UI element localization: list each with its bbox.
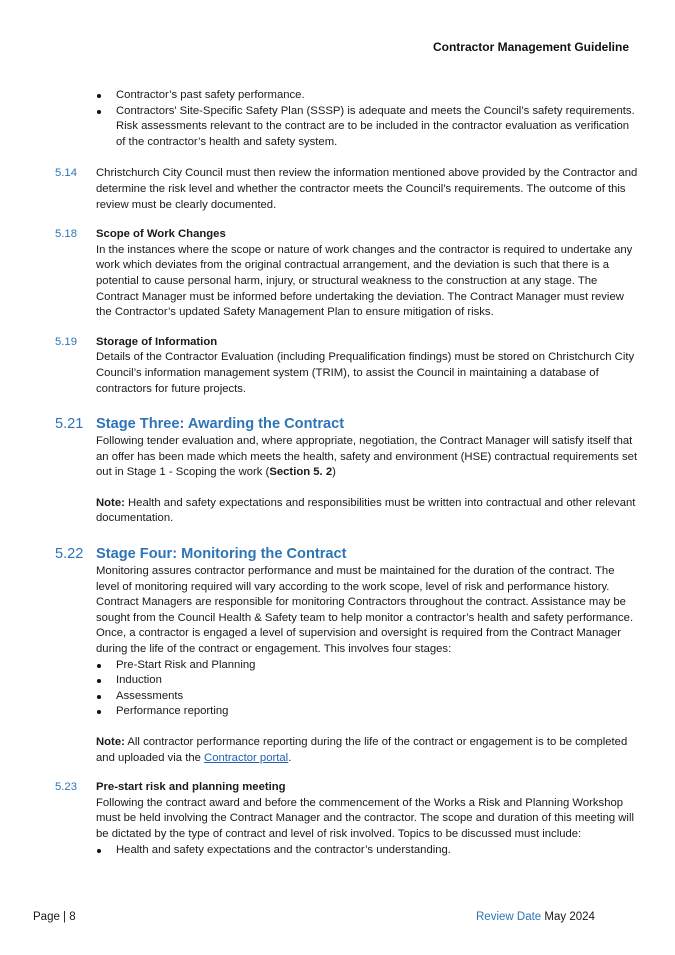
note-label: Note:: [96, 736, 125, 748]
section-text: Details of the Contractor Evaluation (including Prequalification findings) must be stored on Christchurch City Council’s information management system (TRIM), to assist the Council in maintaining a database of contractors for future projects.: [96, 351, 635, 395]
review-date-label: Review Date: [476, 911, 542, 923]
text-run: ): [332, 466, 336, 479]
section-5-18: [55, 227, 640, 321]
section-title: Pre-start risk and planning meeting: [96, 781, 286, 794]
section-reference: Section 5. 2: [269, 466, 333, 479]
section-5-14: [55, 166, 640, 213]
section-number: 5.21: [55, 416, 84, 433]
section-number: 5.18: [55, 228, 77, 241]
section-text: In the instances where the scope or nature of work changes and the contractor is required to undertake any work which deviates from the original contractual arrangement, and the deviation is such that there is a potential to cause personal harm, injury, or structural weakness to the construction at any stage. The Contract Manager must be informed before undertaking the deviation. The Contract Manager must review the Contractor’s updated Safety Management Plan to ensure mitigation of risks.: [96, 243, 633, 319]
section-title: Storage of Information: [96, 335, 218, 348]
list-item: Assessments: [96, 689, 640, 705]
section-5-23: [55, 780, 640, 858]
section-heading: Stage Three: Awarding the Contract: [96, 416, 345, 433]
section-5-22: [55, 544, 640, 766]
note-text: Health and safety expectations and responsibilities must be written into contractual and other relevant documentation.: [96, 496, 636, 525]
review-date-value: May 2024: [544, 911, 595, 923]
section-text: Monitoring assures contractor performance and must be maintained for the duration of the contract. The level of monitoring required will vary according to the work scope, level of risk and performance history. Contract Managers are responsible for monitoring Contractors throughout the contract. Assistance may be sought from the Council Health & Safety team to help monitor a contractor’s health and safety performance. Once, a contractor is engaged a level of supervision and oversight is required from the Contract Manager during the life of the contract or engagement. This involves four stages:: [96, 565, 634, 656]
text-run: .: [288, 751, 292, 764]
list-item: Health and safety expectations and the contractor’s understanding.: [96, 843, 640, 859]
page-number: Page | 8: [33, 911, 76, 923]
section-5-19: [55, 335, 640, 397]
section-title: Scope of Work Changes: [96, 228, 226, 241]
section-text: [96, 434, 640, 481]
topics-list: [96, 843, 640, 859]
top-bullet-list: [96, 88, 640, 150]
contractor-portal-link[interactable]: Contractor portal: [204, 751, 289, 764]
note-text: All contractor performance reporting during the life of the contract or engagement is to be completed and uploaded via the: [96, 736, 628, 764]
note-label: Note:: [96, 496, 125, 509]
section-5-21: [55, 414, 640, 527]
list-item: Contractors' Site-Specific Safety Plan (SSSP) is adequate and meets the Council’s safety requirements. Risk assessments relevant to the contract are to be included in the contractor evaluation as verification of the contractor’s health and safety system.: [96, 104, 640, 151]
section-heading: Stage Four: Monitoring the Contract: [96, 546, 347, 563]
review-date: [476, 910, 595, 926]
section-number: 5.19: [55, 335, 77, 348]
section-text: Christchurch City Council must then review the information mentioned above provided by the Contractor and determine the risk level and whether the contractor meets the Council’s requirements. The outcome of this review must be clearly documented.: [96, 167, 638, 211]
list-item: Performance reporting: [96, 704, 640, 720]
note-paragraph: [96, 496, 640, 527]
page-content: [55, 88, 640, 858]
section-number: 5.23: [55, 781, 77, 794]
section-number: 5.22: [55, 546, 84, 563]
list-item: Contractor’s past safety performance.: [96, 88, 640, 104]
list-item: Pre-Start Risk and Planning: [96, 658, 640, 674]
list-item: Induction: [96, 673, 640, 689]
text-run: Following tender evaluation and, where appropriate, negotiation, the Contract Manager will satisfy itself that an offer has been made which meets the health, safety and environment (HSE) contractual requirements set out in Stage 1 - Scoping the work (: [96, 435, 638, 479]
stages-list: [96, 658, 640, 720]
section-number: 5.14: [55, 167, 77, 180]
section-text: Following the contract award and before the commencement of the Works a Risk and Planning Workshop must be held involving the Contract Manager and the contractor. The scope and duration of this meeting will be dictated by the type of contract and level of risk involved. Topics to be discussed must include:: [96, 796, 634, 840]
document-header-title: Contractor Management Guideline: [432, 40, 629, 54]
note-paragraph: [96, 735, 640, 766]
